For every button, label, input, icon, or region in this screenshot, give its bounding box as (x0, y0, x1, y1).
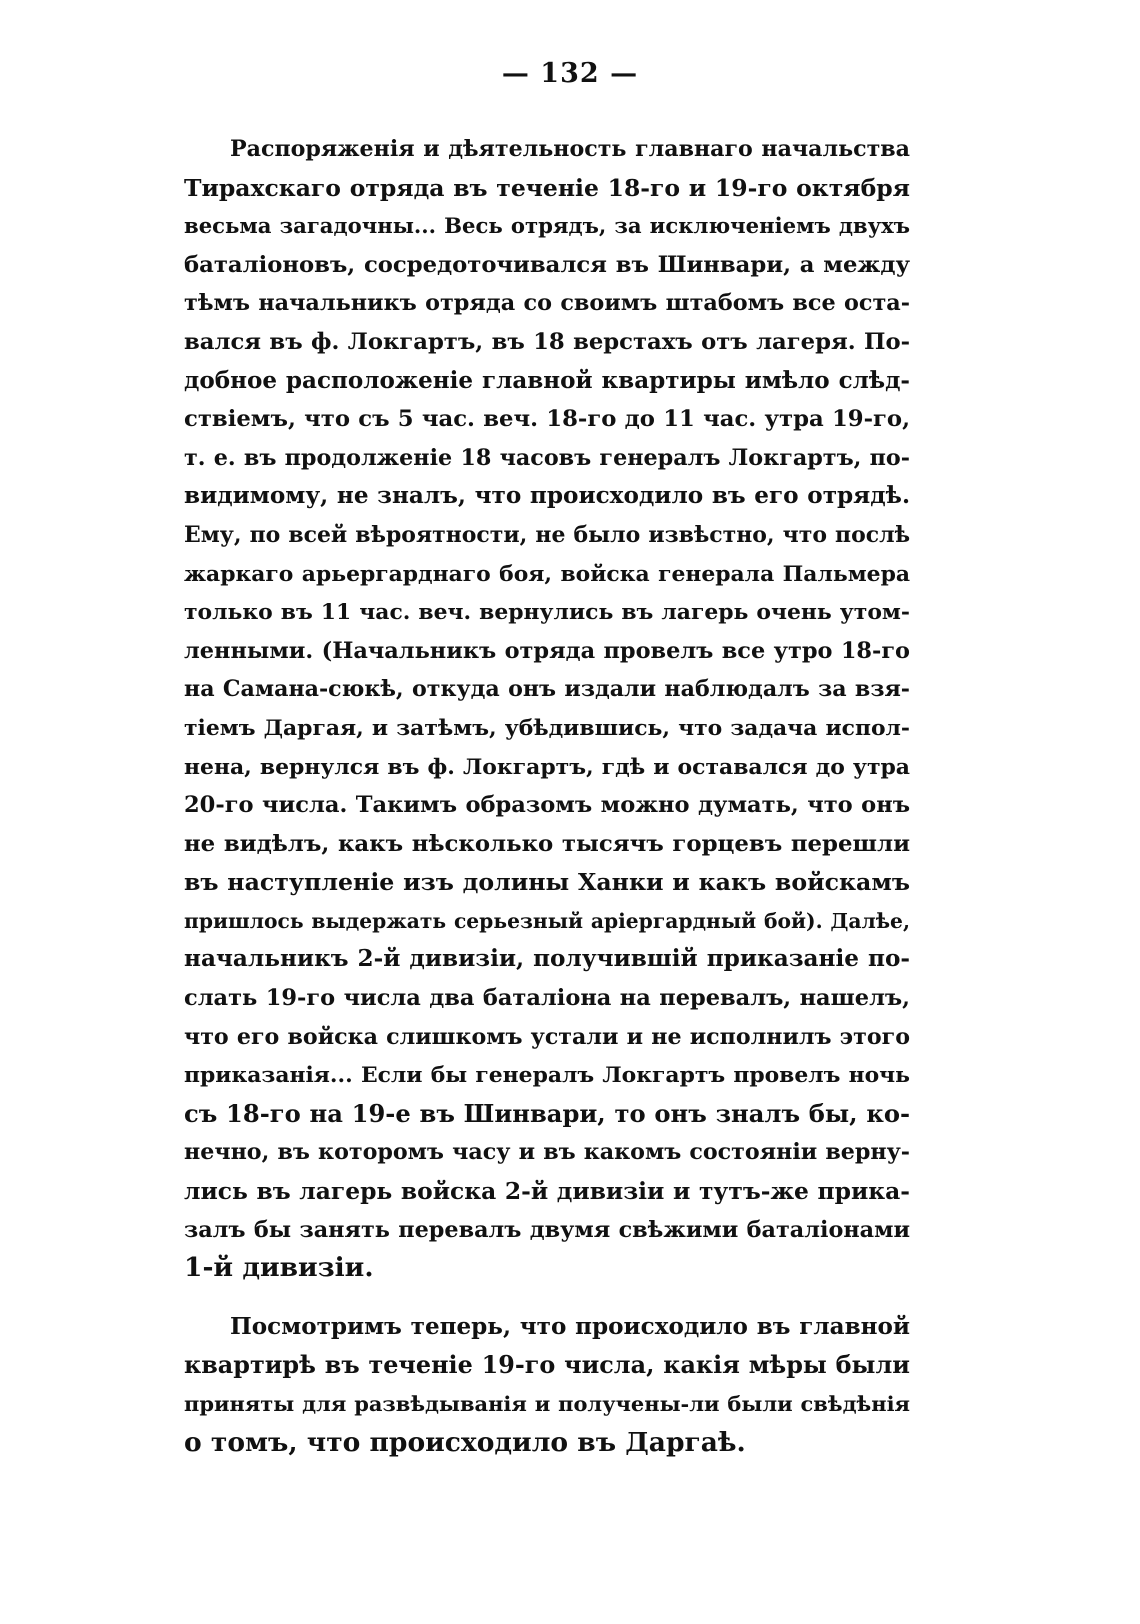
text-line: тіемъ Даргая, и затѣмъ, убѣдившись, что задача испол- (184, 714, 910, 741)
text-line: нечно, въ которомъ часу и въ какомъ состояніи верну- (184, 1139, 910, 1166)
text-line: вался въ ф. Локгартъ, въ 18 верстахъ отъ лагеря. По- (184, 328, 910, 355)
page-number: — 132 — (501, 58, 639, 89)
text-line: съ 18-го на 19-е въ Шинвари, то онъ зналъ бы, ко- (184, 1098, 910, 1128)
text-line: лись въ лагерь войска 2-й дивизіи и тутъ-же прика- (184, 1177, 910, 1206)
text-line: весьма загадочны... Весь отрядъ, за исключеніемъ двухъ (184, 213, 910, 239)
text-line: т. е. въ продолженіе 18 часовъ генералъ Локгартъ, по- (184, 444, 910, 471)
text-line: пришлось выдержать серьезный аріергардный бой). Далѣе, (184, 908, 910, 933)
text-line: ленными. (Начальникъ отряда провелъ все утро 18-го (184, 637, 910, 664)
text-line: баталіоновъ, сосредоточивался въ Шинвари, а между (184, 251, 910, 278)
body-text (184, 130, 910, 1462)
paragraph-1 (184, 130, 910, 1288)
text-line: Ему, по всей вѣроятности, не было извѣстно, что послѣ (184, 521, 910, 548)
text-line: добное расположеніе главной квартиры имѣло слѣд- (184, 366, 910, 394)
text-line: что его войска слишкомъ устали и не исполнилъ этого (184, 1023, 910, 1050)
text-line: видимому, не зналъ, что происходило въ его отрядѣ. (184, 482, 910, 510)
text-line: Тирахскаго отряда въ теченіе 18-го и 19-го октября (184, 173, 910, 202)
text-line: слать 19-го числа два баталіона на перевалъ, нашелъ, (184, 985, 910, 1012)
text-line: приняты для развѣдыванія и получены-ли были свѣдѣнія (184, 1391, 910, 1416)
text-line: не видѣлъ, какъ нѣсколько тысячъ горцевъ перешли (184, 830, 910, 857)
text-line: 20-го числа. Такимъ образомъ можно думать, что онъ (184, 792, 910, 819)
text-line: ствіемъ, что съ 5 час. веч. 18-го до 11 час. утра 19-го, (184, 406, 910, 433)
text-line: жаркаго арьергарднаго боя, войска генерала Пальмера (184, 560, 910, 587)
paragraph-2 (184, 1308, 910, 1462)
text-line: Посмотримъ теперь, что происходило въ главной (230, 1312, 910, 1340)
text-line: Распоряженія и дѣятельность главнаго начальства (230, 136, 910, 162)
text-line: квартирѣ въ теченіе 19-го числа, какія мѣры были (184, 1351, 910, 1380)
text-line: начальникъ 2-й дивизіи, получившій приказаніе по- (184, 945, 910, 973)
text-line: въ наступленіе изъ долины Ханки и какъ войскамъ (184, 868, 910, 897)
text-line: залъ бы занять перевалъ двумя свѣжими баталіонами (184, 1216, 910, 1243)
text-line: о томъ, что происходило въ Даргаѣ. (184, 1426, 746, 1458)
text-line: приказанія... Если бы генералъ Локгартъ провелъ ночь (184, 1062, 910, 1089)
text-line: только въ 11 час. веч. вернулись въ лагерь очень утом- (184, 599, 910, 626)
text-line: 1-й дивизіи. (184, 1252, 374, 1284)
text-line: нена, вернулся въ ф. Локгартъ, гдѣ и оставался до утра (184, 753, 910, 780)
text-line: на Самана-сюкѣ, откуда онъ издали наблюдалъ за взя- (184, 676, 910, 703)
text-line: тѣмъ начальникъ отряда со своимъ штабомъ все оста- (184, 290, 910, 317)
